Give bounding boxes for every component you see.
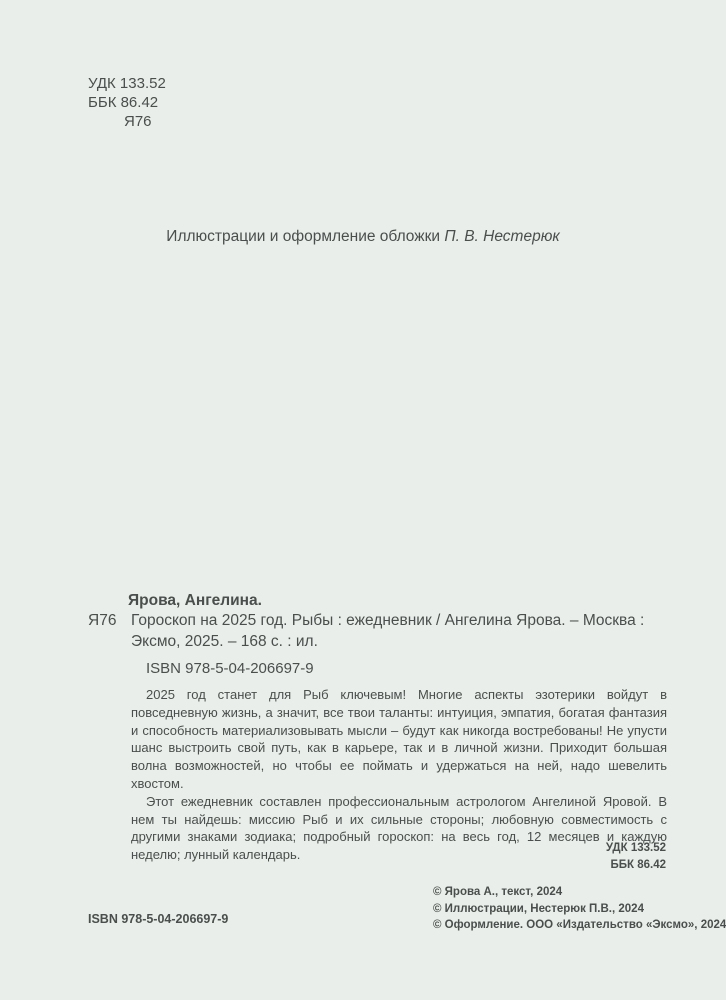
illustrations-label: Иллюстрации и оформление обложки [166,228,441,245]
copyright-block [433,884,726,934]
udk-code: УДК 133.52 [88,75,166,92]
copyright-line: © Оформление. ООО «Издательство «Эксмо», 2024 [433,919,726,931]
copyright-line: © Ярова А., текст, 2024 [433,886,563,898]
copyright-line: © Иллюстрации, Нестерюк П.В., 2024 [433,902,644,915]
annotation-paragraph: 2025 год станет для Рыб ключевым! Многие аспекты эзотерики войдут в повседневную жизнь, а значит, все твои таланты: интуиция, эмпатия, богатая фантазия и способность материализовывать мысли – будут как никогда востребованы! Не упусти шанс выстроить свой путь, как в карьере, так и в личной жизни. Приходит большая волна возможностей, но чтобы ее поймать и удержаться на ней, надо шевелить хвостом. [131,687,667,791]
isbn-main: ISBN 978-5-04-206697-9 [146,660,314,677]
bottom-classification-block [606,840,666,874]
annotation-paragraph: Этот ежедневник составлен профессиональным астрологом Ангелиной Яровой. В нем ты найдешь: миссию Рыб и их сильные стороны; любовную совместимость с другими знаками зодиака; подробный гороскоп: на весь год, 12 месяцев и каждую неделю; лунный календарь. [131,793,667,863]
illustrator-name: П. В. Нестерюк [444,228,560,245]
udk-code-bottom: УДК 133.52 [605,842,666,854]
bibliographic-author: Ярова, Ангелина. [128,592,262,609]
bbk-code: ББК 86.42 [88,94,159,111]
author-mark: Я76 [124,113,152,130]
bbk-code-bottom: ББК 86.42 [610,859,666,871]
bibliographic-author-mark: Я76 [88,612,117,629]
bibliographic-description: Гороскоп на 2025 год. Рыбы : ежедневник / Ангелина Ярова. – Москва : Эксмо, 2025. – 168 с. : ил. [131,612,645,650]
annotation [131,686,667,864]
illustrations-credit [0,228,726,246]
isbn-bottom: ISBN 978-5-04-206697-9 [88,912,229,926]
top-classification-block [88,74,166,131]
